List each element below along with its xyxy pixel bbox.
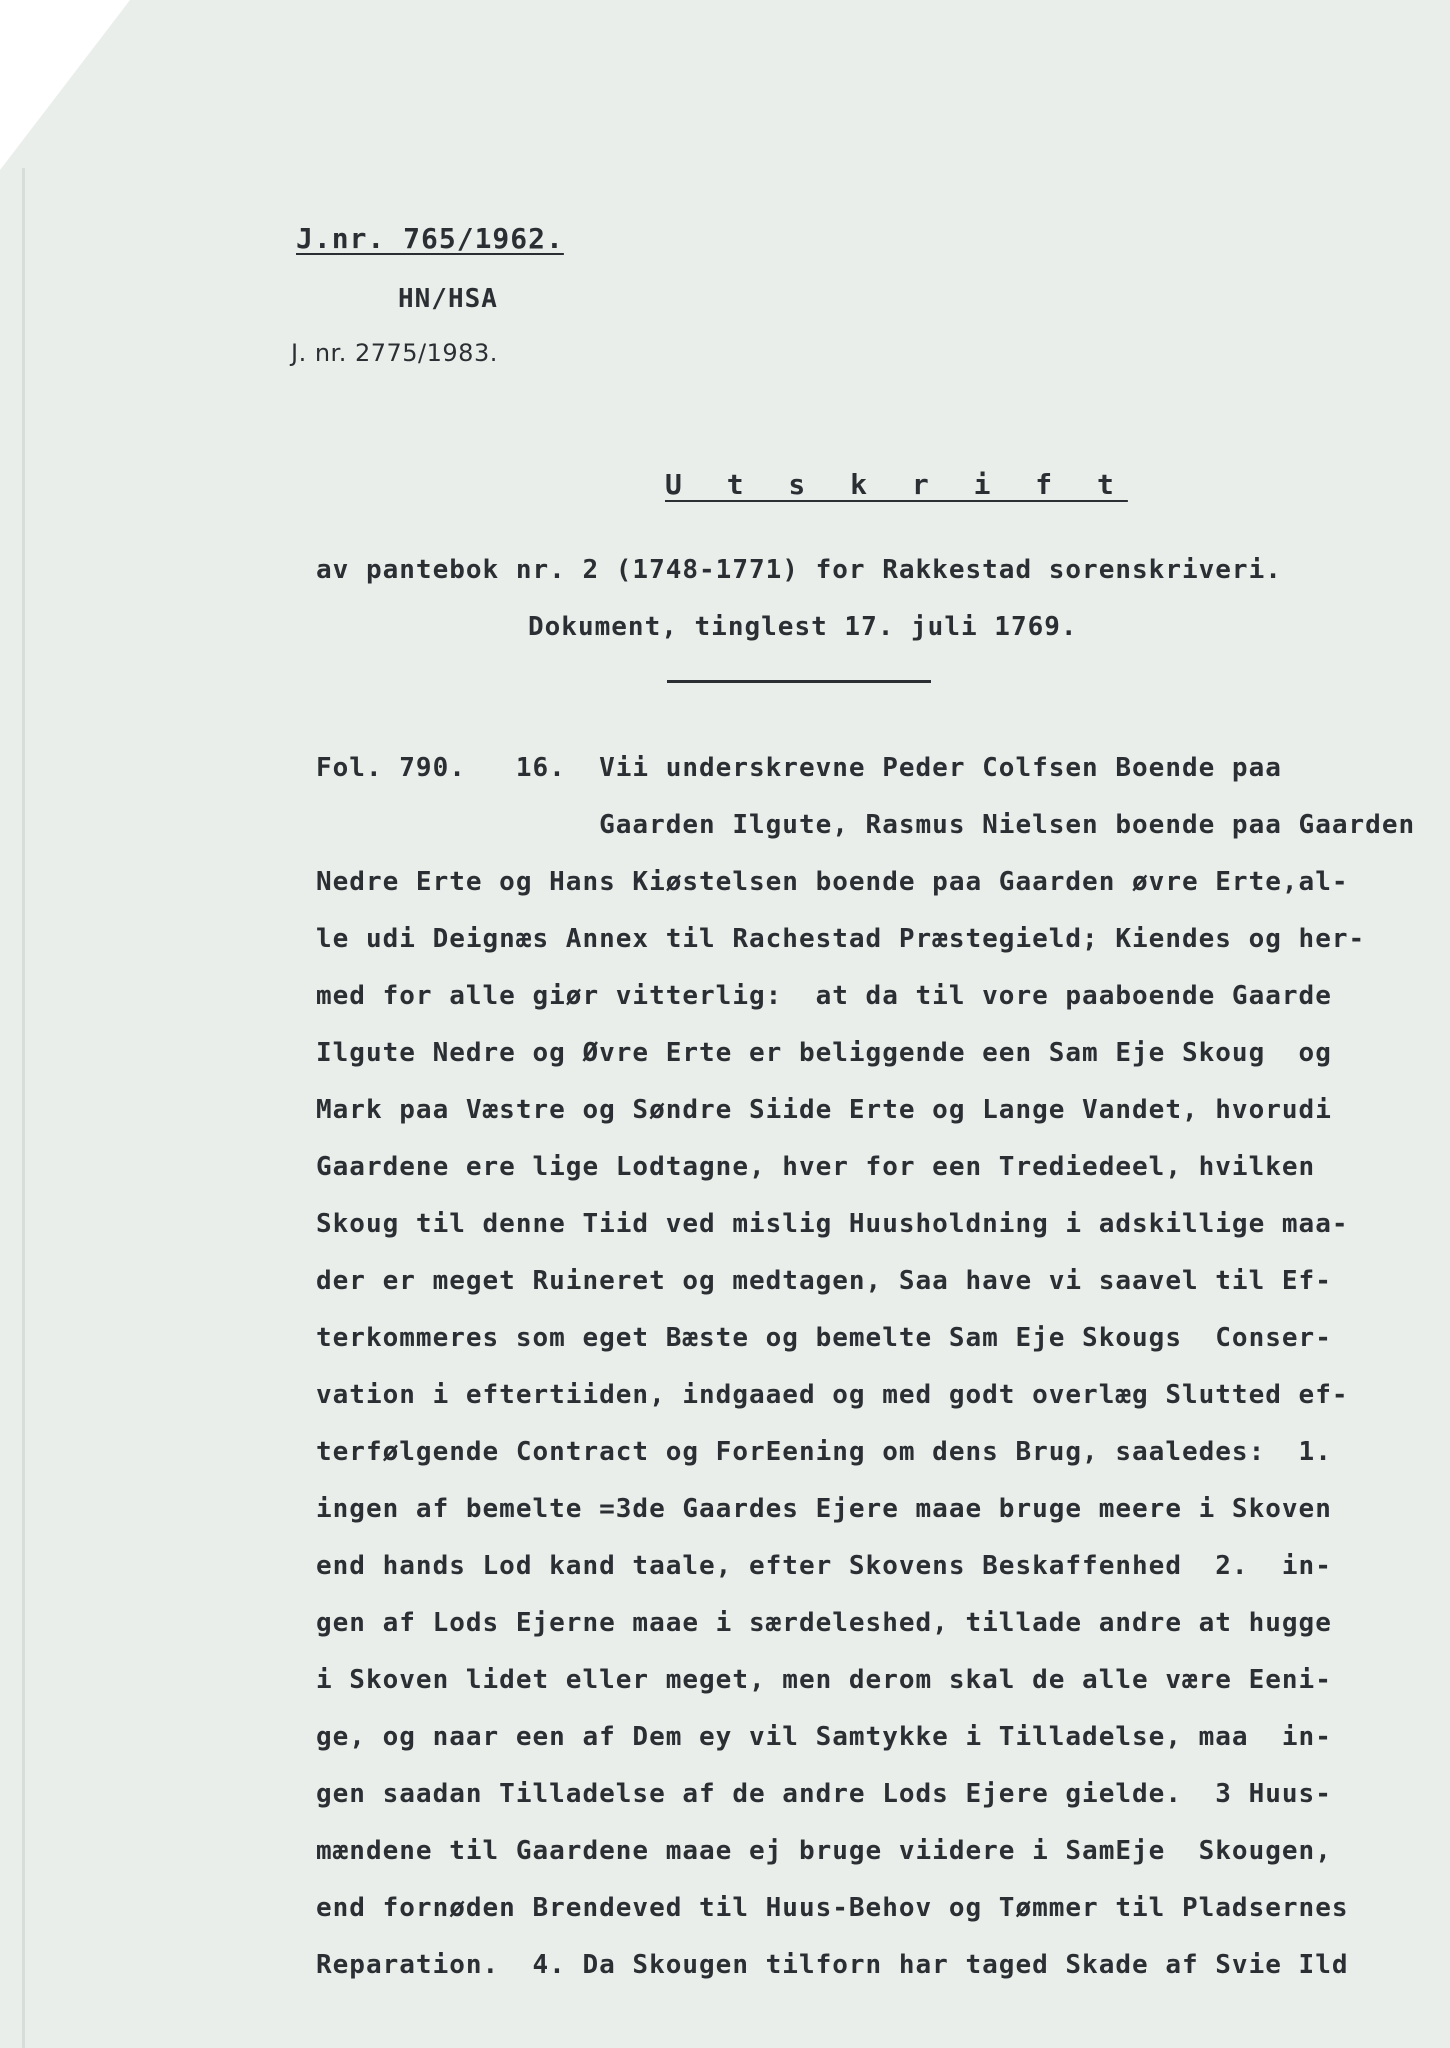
folded-corner xyxy=(0,0,130,170)
body-line: med for alle giør vitterlig: at da til vore paaboende Gaarde xyxy=(316,981,1332,1011)
body-line: Skoug til denne Tiid ved mislig Huusholdning i adskillige maa- xyxy=(316,1209,1349,1239)
page-edge xyxy=(22,168,25,2048)
body-line: end hands Lod kand taale, efter Skovens Beskaffenhed 2. in- xyxy=(316,1551,1332,1581)
body-line: Gaardene ere lige Lodtagne, hver for een Trediedeel, hvilken xyxy=(316,1152,1316,1182)
body-line: Nedre Erte og Hans Kiøstelsen boende paa Gaarden øvre Erte,al- xyxy=(316,867,1349,897)
body-first-line: Fol. 790. 16. Vii underskrevne Peder Colfsen Boende paa xyxy=(316,753,1282,783)
body-line: i Skoven lidet eller meget, men derom skal de alle være Eeni- xyxy=(316,1665,1332,1695)
body-line: gen af Lods Ejerne maae i særdeleshed, tillade andre at hugge xyxy=(316,1608,1332,1638)
body-line: mændene til Gaardene maae ej bruge viidere i SamEje Skougen, xyxy=(316,1836,1332,1866)
initials: HN/HSA xyxy=(398,284,498,314)
body-line: terkommeres som eget Bæste og bemelte Sam Eje Skougs Conser- xyxy=(316,1323,1332,1353)
journal-number-1983: J. nr. 2775/1983. xyxy=(291,339,498,367)
body-line: Mark paa Væstre og Søndre Siide Erte og Lange Vandet, hvorudi xyxy=(316,1095,1332,1125)
body-line: Reparation. 4. Da Skougen tilforn har taged Skade af Svie Ild xyxy=(316,1950,1349,1980)
body-line: der er meget Ruineret og medtagen, Saa have vi saavel til Ef- xyxy=(316,1266,1332,1296)
body-line: Gaarden Ilgute, Rasmus Nielsen boende paa Gaarden xyxy=(316,810,1416,840)
body-line: ge, og naar een af Dem ey vil Samtykke i Tilladelse, maa in- xyxy=(316,1722,1332,1752)
body-line: le udi Deignæs Annex til Rachestad Præstegield; Kiendes og her- xyxy=(316,924,1366,954)
divider-rule xyxy=(667,680,931,683)
body-line: Ilgute Nedre og Øvre Erte er beliggende een Sam Eje Skoug og xyxy=(316,1038,1332,1068)
body-line: end fornøden Brendeved til Huus-Behov og Tømmer til Pladsernes xyxy=(316,1893,1349,1923)
body-line: terfølgende Contract og ForEening om dens Brug, saaledes: 1. xyxy=(316,1437,1332,1467)
body-line: ingen af bemelte =3de Gaardes Ejere maae bruge meere i Skoven xyxy=(316,1494,1332,1524)
subtitle-line-2: Dokument, tinglest 17. juli 1769. xyxy=(528,612,1078,642)
document-title: U t s k r i f t xyxy=(665,468,1128,501)
journal-number-1962: J.nr. 765/1962. xyxy=(296,222,564,255)
body-line: gen saadan Tilladelse af de andre Lods Ejere gielde. 3 Huus- xyxy=(316,1779,1332,1809)
subtitle-line-1: av pantebok nr. 2 (1748-1771) for Rakkestad sorenskriveri. xyxy=(316,555,1282,585)
body-line: vation i eftertiiden, indgaaed og med godt overlæg Slutted ef- xyxy=(316,1380,1349,1410)
